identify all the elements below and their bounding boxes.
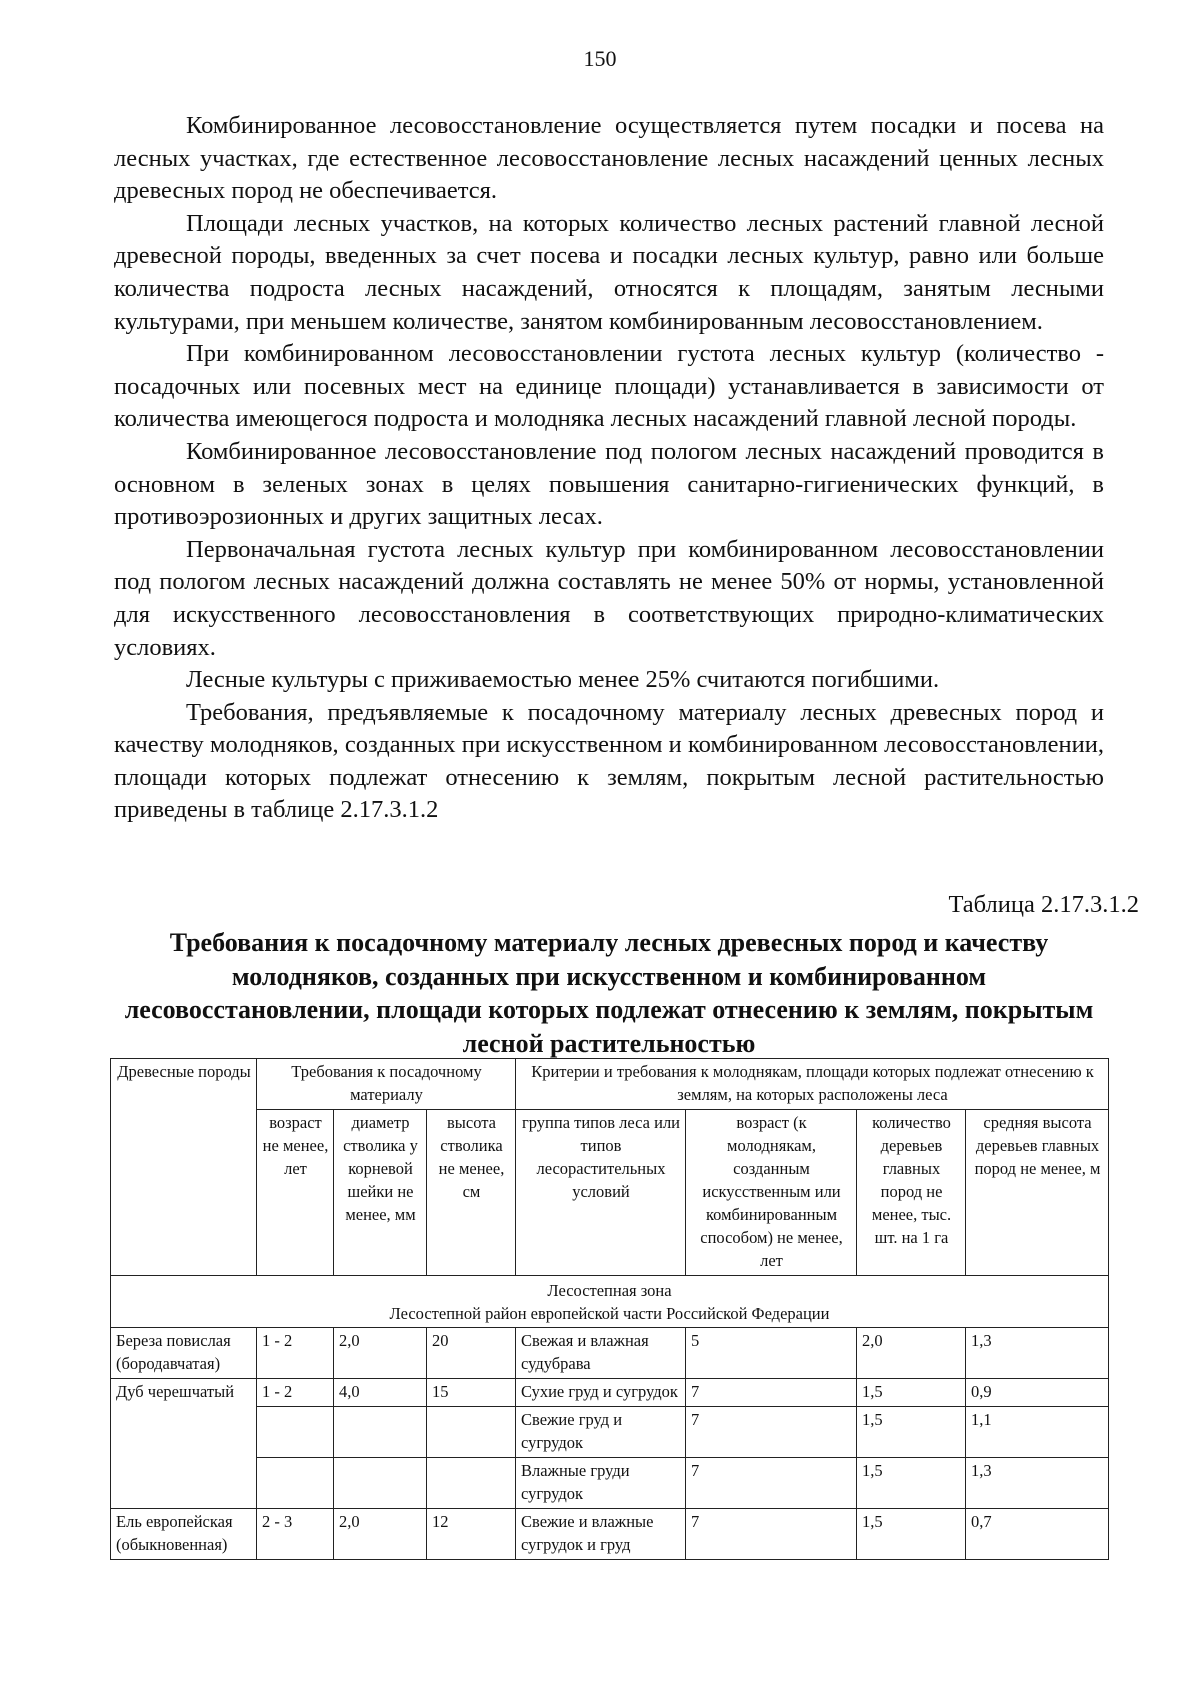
page-number: 150 [583,46,617,71]
table-title: Требования к посадочному материалу лесных древесных пород и качеству молодняков, созданных при искусственном и комбинированном лесовосстановлении, площади которых подлежат отнесению к землям, покрытым лесной растительностью [124,928,1094,1058]
cell-diameter [334,1458,427,1509]
cell-forest-type: Сухие груд и сугрудок [516,1379,686,1407]
cell-count: 1,5 [857,1407,966,1458]
zone-title: Лесостепная зона [547,1281,672,1300]
cell-height [427,1407,516,1458]
paragraph: Требования, предъявляемые к посадочному материалу лесных древесных пород и качеству молодняков, созданных при искусственном и комбинированном лесовосстановлении, площади которых подлежат отнесению к землям, покрытым лесной растительностью приведены в таблице 2.17.3.1.2 [114,698,1104,824]
table-subheader-row [111,1110,1109,1276]
cell-young-age: 7 [686,1458,857,1509]
cell-forest-type: Свежие и влажные сугрудок и груд [516,1509,686,1560]
paragraph: Комбинированное лесовосстановление под пологом лесных насаждений проводится в основном в зеленых зонах в целях повышения санитарно-гигиенических функций, в противоэрозионных и других защитных лесах. [114,437,1104,531]
cell-species: Ель европейская (обыкновенная) [111,1509,257,1560]
header-material-group: Требования к посадочному материалу [257,1059,516,1110]
header-forest-type: группа типов леса или типов лесорастительных условий [516,1110,686,1276]
table-row [111,1328,1109,1379]
cell-age [257,1407,334,1458]
body-text [114,110,1104,827]
cell-forest-type: Свежие груд и сугрудок [516,1407,686,1458]
table-row [111,1379,1109,1407]
header-diameter: диаметр стволика у корневой шейки не менее, мм [334,1110,427,1276]
cell-avg-height: 0,7 [966,1509,1109,1560]
cell-species: Береза повислая (бородавчатая) [111,1328,257,1379]
zone-subtitle: Лесостепной район европейской части Российской Федерации [389,1304,830,1323]
cell-height: 20 [427,1328,516,1379]
table-row [111,1509,1109,1560]
cell-young-age: 5 [686,1328,857,1379]
cell-height: 15 [427,1379,516,1407]
requirements-table [110,1058,1109,1560]
cell-forest-type: Свежая и влажная судубрава [516,1328,686,1379]
paragraph: Лесные культуры с приживаемостью менее 25% считаются погибшими. [186,666,940,694]
table-header-row [111,1059,1109,1110]
cell-count: 1,5 [857,1458,966,1509]
cell-diameter: 2,0 [334,1509,427,1560]
cell-avg-height: 1,1 [966,1407,1109,1458]
paragraph: Площади лесных участков, на которых количество лесных растений главной лесной древесной породы, введенных за счет посева и посадки лесных культур, равно или больше количества подроста лесных насаждений, относятся к площадям, занятым лесными культурами, при меньшем количестве, занятом комбинированным лесовосстановлением. [114,209,1104,335]
cell-diameter: 2,0 [334,1328,427,1379]
header-avg-height: средняя высота деревьев главных пород не менее, м [966,1110,1109,1276]
paragraph: Комбинированное лесовосстановление осуществляется путем посадки и посева на лесных участках, где естественное лесовосстановление лесных насаждений ценных лесных древесных пород не обеспечивается. [114,112,1104,205]
cell-avg-height: 0,9 [966,1379,1109,1407]
cell-count: 1,5 [857,1379,966,1407]
header-criteria-group: Критерии и требования к молоднякам, площади которых подлежат отнесению к землям, на которых расположены леса [516,1059,1109,1110]
zone-row [111,1276,1109,1328]
cell-age: 1 - 2 [257,1328,334,1379]
table-row [111,1458,1109,1509]
cell-avg-height: 1,3 [966,1458,1109,1509]
cell-count: 1,5 [857,1509,966,1560]
cell-diameter: 4,0 [334,1379,427,1407]
header-species: Древесные породы [111,1059,257,1276]
cell-age [257,1458,334,1509]
cell-avg-height: 1,3 [966,1328,1109,1379]
cell-species: Дуб черешчатый [111,1379,257,1509]
table-label: Таблица 2.17.3.1.2 [948,891,1139,918]
cell-age: 1 - 2 [257,1379,334,1407]
cell-height: 12 [427,1509,516,1560]
cell-young-age: 7 [686,1379,857,1407]
cell-count: 2,0 [857,1328,966,1379]
cell-height [427,1458,516,1509]
cell-age: 2 - 3 [257,1509,334,1560]
header-young-age: возраст (к молоднякам, созданным искусственным или комбинированным способом) не менее, лет [686,1110,857,1276]
zone-cell [111,1276,1109,1328]
header-tree-count: количество деревьев главных пород не менее, тыс. шт. на 1 га [857,1110,966,1276]
paragraph: При комбинированном лесовосстановлении густота лесных культур (количество - посадочных или посевных мест на единице площади) устанавливается в зависимости от количества имеющегося подроста и молодняка лесных насаждений главной лесной породы. [114,340,1104,433]
paragraph: Первоначальная густота лесных культур при комбинированном лесовосстановлении под пологом лесных насаждений должна составлять не менее 50% от нормы, установленной для искусственного лесовосстановления в соответствующих природно-климатических условиях. [114,535,1104,661]
cell-forest-type: Влажные груди сугрудок [516,1458,686,1509]
table-row [111,1407,1109,1458]
cell-diameter [334,1407,427,1458]
header-height: высота стволика не менее, см [427,1110,516,1276]
cell-young-age: 7 [686,1407,857,1458]
header-age: возраст не менее, лет [257,1110,334,1276]
cell-young-age: 7 [686,1509,857,1560]
